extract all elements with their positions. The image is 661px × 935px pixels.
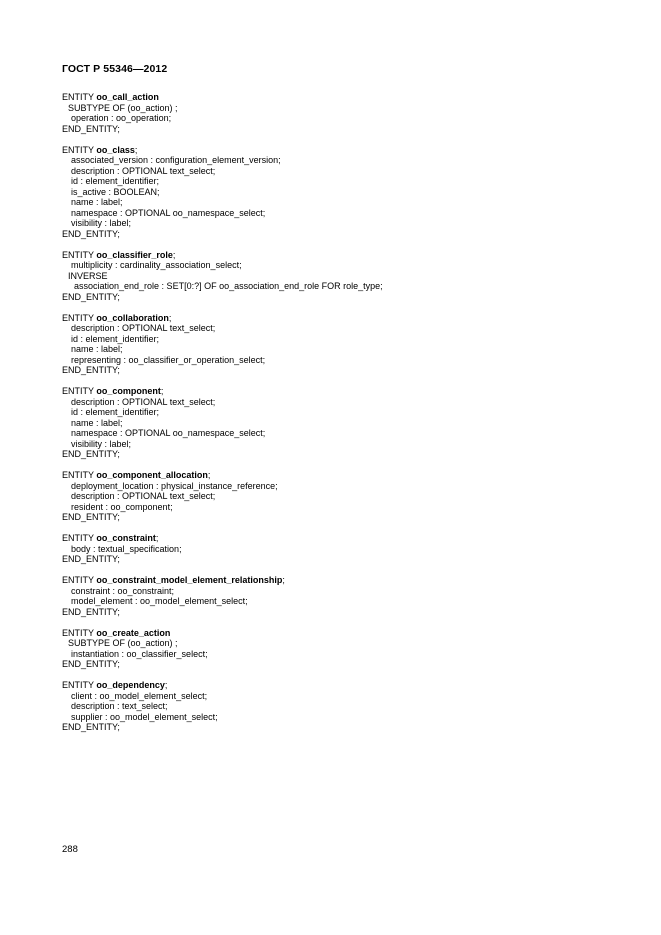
- entity-attribute-line: multiplicity : cardinality_association_select;: [71, 260, 242, 270]
- page-header-title: ГОСТ Р 55346—2012: [62, 63, 168, 75]
- entity-attribute-line: name : label;: [71, 344, 123, 354]
- entity-keyword: ENTITY: [62, 312, 97, 323]
- entity-attribute-line: namespace : OPTIONAL oo_namespace_select;: [71, 428, 266, 438]
- entity-attribute-line: INVERSE: [68, 270, 108, 281]
- entity-attribute-line: is_active : BOOLEAN;: [71, 186, 160, 197]
- entity-name: oo_classifier_role: [96, 249, 173, 260]
- entity-keyword: ENTITY: [62, 386, 97, 396]
- entity-block: [62, 313, 642, 376]
- entity-header: [62, 386, 642, 397]
- entity-keyword: ENTITY: [62, 92, 97, 102]
- entity-block: [62, 92, 642, 134]
- entity-attribute-line: SUBTYPE OF (oo_action) ;: [68, 638, 178, 648]
- entity-name-suffix: ;: [164, 680, 168, 690]
- entity-end: END_ENTITY;: [62, 123, 120, 134]
- entity-header: [62, 250, 642, 261]
- entity-definitions: [62, 92, 642, 743]
- entity-name: oo_component: [96, 386, 161, 396]
- entity-attribute-line: description : OPTIONAL text_select;: [71, 491, 216, 501]
- entity-end: END_ENTITY;: [62, 228, 120, 239]
- entity-attribute-line: description : OPTIONAL text_select;: [71, 396, 216, 407]
- entity-name: oo_component_allocation: [96, 470, 208, 480]
- entity-attribute-line: description : OPTIONAL text_select;: [71, 323, 216, 333]
- entity-header: [62, 533, 642, 544]
- entity-attribute-line: visibility : label;: [71, 218, 132, 228]
- entity-attribute-line: instantiation : oo_classifier_select;: [71, 648, 208, 659]
- entity-attribute-line: constraint : oo_constraint;: [71, 585, 175, 596]
- entity-header: [62, 313, 642, 324]
- entity-attribute-line: description : text_select;: [71, 701, 168, 711]
- entity-attribute-line: name : label;: [71, 197, 123, 207]
- entity-keyword: ENTITY: [62, 533, 97, 543]
- entity-block: [62, 470, 642, 523]
- entity-attribute-line: resident : oo_component;: [71, 501, 173, 512]
- entity-attribute-line: name : label;: [71, 417, 123, 428]
- entity-block: [62, 575, 642, 617]
- entity-attribute-line: SUBTYPE OF (oo_action) ;: [68, 102, 178, 113]
- entity-name-suffix: ;: [207, 470, 211, 480]
- entity-keyword: ENTITY: [62, 575, 97, 585]
- page-number: 288: [62, 844, 78, 855]
- entity-name: oo_class: [96, 144, 135, 155]
- entity-header: [62, 145, 642, 156]
- entity-attribute-line: id : element_identifier;: [71, 176, 160, 186]
- entity-block: [62, 533, 642, 565]
- entity-name-suffix: ;: [168, 312, 172, 323]
- entity-keyword: ENTITY: [62, 144, 97, 155]
- entity-keyword: ENTITY: [62, 680, 97, 690]
- entity-header: [62, 470, 642, 481]
- entity-attribute-line: id : element_identifier;: [71, 407, 160, 417]
- entity-attribute-line: id : element_identifier;: [71, 333, 160, 344]
- entity-end: END_ENTITY;: [62, 291, 120, 302]
- entity-attribute-line: namespace : OPTIONAL oo_namespace_select;: [71, 207, 266, 218]
- entity-name-suffix: ;: [282, 575, 285, 585]
- entity-end: END_ENTITY;: [62, 365, 120, 375]
- entity-name: oo_constraint: [96, 533, 156, 543]
- entity-block: [62, 628, 642, 670]
- entity-keyword: ENTITY: [62, 249, 97, 260]
- entity-header: [62, 680, 642, 691]
- entity-end: END_ENTITY;: [62, 554, 120, 564]
- entity-block: [62, 250, 642, 303]
- entity-attribute-line: association_end_role : SET[0:?] OF oo_association_end_role FOR role_type;: [74, 281, 383, 291]
- entity-end: END_ENTITY;: [62, 512, 120, 522]
- entity-block: [62, 386, 642, 460]
- entity-attribute-line: operation : oo_operation;: [71, 113, 172, 123]
- entity-attribute-line: representing : oo_classifier_or_operation_select;: [71, 354, 266, 365]
- entity-header: [62, 575, 642, 586]
- entity-attribute-line: deployment_location : physical_instance_reference;: [71, 480, 278, 491]
- entity-end: END_ENTITY;: [62, 722, 120, 732]
- entity-attribute-line: supplier : oo_model_element_select;: [71, 711, 218, 722]
- entity-end: END_ENTITY;: [62, 449, 120, 459]
- entity-name-suffix: ;: [172, 249, 176, 260]
- entity-header: [62, 92, 642, 103]
- entity-name: oo_create_action: [96, 627, 171, 638]
- entity-attribute-line: client : oo_model_element_select;: [71, 690, 208, 701]
- entity-keyword: ENTITY: [62, 470, 97, 480]
- entity-attribute-line: model_element : oo_model_element_select;: [71, 596, 248, 606]
- entity-header: [62, 628, 642, 639]
- entity-name-suffix: ;: [155, 533, 159, 543]
- entity-attribute-line: body : textual_specification;: [71, 543, 182, 554]
- entity-attribute-line: visibility : label;: [71, 438, 132, 449]
- entity-name: oo_call_action: [96, 92, 159, 102]
- entity-end: END_ENTITY;: [62, 606, 120, 617]
- entity-block: [62, 680, 642, 733]
- entity-name-suffix: ;: [134, 144, 138, 155]
- entity-keyword: ENTITY: [62, 627, 97, 638]
- entity-name: oo_collaboration: [96, 312, 169, 323]
- entity-name: oo_constraint_model_element_relationship: [96, 575, 283, 585]
- entity-block: [62, 145, 642, 240]
- entity-name-suffix: ;: [160, 386, 164, 396]
- entity-attribute-line: description : OPTIONAL text_select;: [71, 165, 216, 176]
- entity-attribute-line: associated_version : configuration_element_version;: [71, 155, 281, 165]
- entity-end: END_ENTITY;: [62, 659, 120, 669]
- entity-name: oo_dependency: [96, 680, 165, 690]
